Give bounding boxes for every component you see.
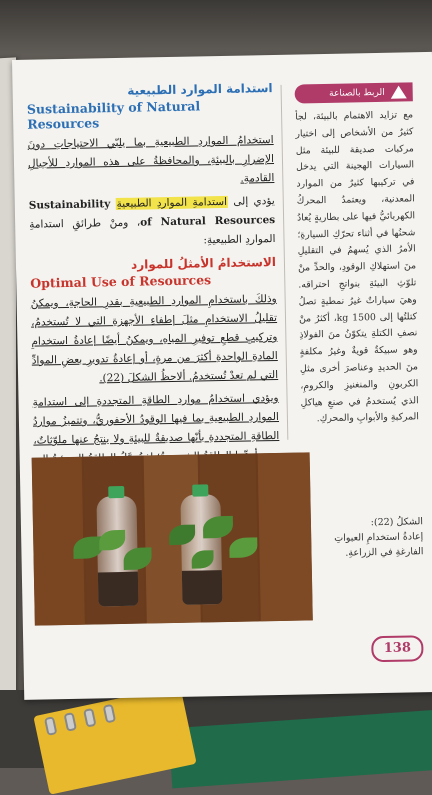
heading-arabic: استدامة الموارد الطبيعية <box>127 81 273 98</box>
soil <box>182 570 223 605</box>
banner-label: الربط بالصناعة <box>329 87 385 99</box>
notebook-ring <box>103 704 117 724</box>
page-number: 138 <box>371 635 423 662</box>
heading2-arabic: الاستخدامُ الأمثلُ للموارد <box>130 254 277 272</box>
figure-caption <box>323 514 424 561</box>
soil <box>98 572 139 607</box>
textbook-page <box>12 52 432 700</box>
sidebar-text: مع تزايد الاهتمام بالبيئة، لجأ كثيرٌ من الأشخاص إلى اختيار مركبات صديقة للبيئة مثل السيارات الهجينة التي يدخل في تركيبها كثيرٌ من الموارد المعدنية، ويعتمدُ المحركُ الكهربائيُّ فيها على بطاريةٍ يُعادُ شحنُها في أثناء تحرّكِ السيارةِ؛ الأمرُ الذي يُسهمُ في التقليلِ منَ استهلاكِ الوقودِ، والحدِّ منْ تلوّثِ البيئةِ بنواتجِ احتراقه. وهيَ سياراتٌ غيرُ نمطيةٍ تصلُ كتلتُها إلى 1500 kg، أكثرُ منْ نصفِ الكتلةِ يتكوّنُ منَ الفولاذِ وهو سبيكةٌ قويةٌ وغيرُ مكلفةٍ منَ الحديدِ وعناصرَ أخرى مثلِ الكربونِ والمنغنيزِ والكرومِ، الذي يُستخدمُ في صنعِ هياكلِ المركبةِ والأبوابِ والمحركِ. <box>295 109 420 425</box>
figure-22-photo <box>32 452 313 625</box>
paragraph-definition: استخدامُ المواردِ الطبيعيةِ بما يلبّي الاحتياجاتِ دونَ الإضرارِ بالبيئةِ، والمحافظةُ على هذه المواردِ للأجيالِ القادمةِ. <box>27 133 275 185</box>
wood-plank <box>258 452 313 621</box>
paragraph-optimal-use: وذلكَ باستخدامِ المواردِ الطبيعيةِ بقدرِ الحاجةِ، ويمكنُ تقليلُ الاستخدامِ مثلَ إطفاءِ الأجهزةِ التي لا تُستخدمُ، وتركيبِ قطعِ توفيرِ المياهِ، ويمكنُ أيضًا إعادةُ استخدامِ المادةِ الواحدةِ أكثرَ من مرةٍ، أو إعادةُ تدويرِ بعضِ الموادِّ التي لم تعدْ تُستخدمُ. ألاحظُ الشكلَ (22). <box>30 292 279 385</box>
bottle-cap <box>108 486 124 498</box>
sidebar <box>295 82 420 428</box>
notebook-ring <box>83 708 97 728</box>
main-column <box>26 81 280 493</box>
paragraph-renewable-energy: ويؤدي استخدامُ مواردِ الطاقةِ المتجددةِ إلى استدامةِ المواردِ الطبيعيةِ بما فيها الوقودُ الأحفوريُّ، وتتميزُ مواردُ الطاقةِ المتجددةِ بأنّها صديقةٌ للبيئةِ ولا ينتجُ عنها ملوّثاتٌ، <box>32 391 280 447</box>
warning-triangle-icon <box>391 85 407 98</box>
para2-start: يؤدي إلى <box>233 194 275 208</box>
notebook-ring <box>44 716 58 736</box>
caption-number: الشكلُ (22): <box>370 516 424 529</box>
term-english: Sustainability of Natural Resources <box>28 198 276 229</box>
highlighted-term: استدامةِ المواردِ الطبيعيةِ <box>116 195 228 211</box>
column-divider <box>281 85 289 440</box>
heading-english: Sustainability of Natural Resources <box>26 98 201 132</box>
bottle-cap <box>192 484 208 496</box>
industry-link-banner <box>295 82 413 103</box>
paragraph-sustainability <box>29 192 276 254</box>
caption-text: إعادةُ استخدامِ العبواتِ الفارغةِ في الزراعةِ. <box>334 531 424 559</box>
para2-end: ، ومنْ طرائقِ استدامةِ المواردِ الطبيعيةِ: <box>29 216 276 247</box>
heading2-english: Optimal Use of Resources <box>30 272 212 291</box>
notebook-ring <box>63 712 77 732</box>
